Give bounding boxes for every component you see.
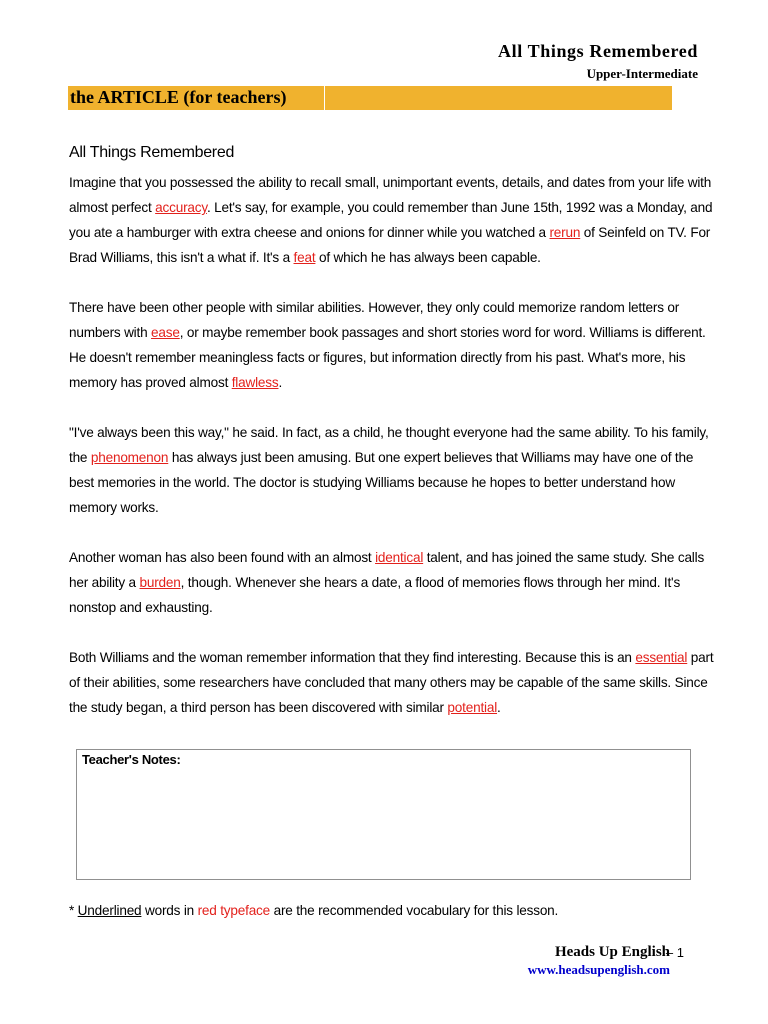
section-heading-bar <box>68 86 672 110</box>
paragraph-line <box>69 245 729 270</box>
paragraph-text: of Seinfeld on TV. For <box>580 225 711 240</box>
vocab-word: potential <box>447 700 498 715</box>
footnote-text-end: are the recommended vocabulary for this lesson. <box>270 903 559 918</box>
vocab-word: phenomenon <box>90 450 169 465</box>
paragraph-line <box>69 570 729 595</box>
article-paragraph <box>69 170 729 270</box>
paragraph-text: you ate a hamburger with extra cheese and onions for dinner while you watched a <box>69 225 550 240</box>
bar-divider <box>324 86 325 110</box>
article-paragraph <box>69 545 729 620</box>
paragraph-text: nonstop and exhausting. <box>69 600 213 615</box>
paragraph-line <box>69 295 729 320</box>
page-number: – 1 <box>665 945 684 960</box>
article-title: All Things Remembered <box>69 144 235 161</box>
paragraph-text: "I've always been this way," he said. In fact, as a child, he thought everyone had the same ability. To his family, <box>69 425 709 440</box>
paragraph-text: talent, and has joined the same study. She calls <box>423 550 705 565</box>
footer-brand: Heads Up English <box>554 944 670 960</box>
paragraph-text: the study began, a third person has been discovered with similar <box>69 700 448 715</box>
paragraph-text: , though. Whenever she hears a date, a flood of memories flows through her mind. It's <box>180 575 681 590</box>
vocab-word: rerun <box>549 225 581 240</box>
article-paragraph <box>69 645 729 720</box>
paragraph-text: the <box>69 450 91 465</box>
paragraph-line <box>69 545 729 570</box>
paragraph-text: Another woman has also been found with an almost <box>69 550 376 565</box>
paragraph-text: There have been other people with similar abilities. However, they only could memorize random letters or <box>69 300 680 315</box>
paragraph-text: of their abilities, some researchers have concluded that many others may be capable of the same skills. Since <box>69 675 708 690</box>
paragraph-text: . <box>278 375 283 390</box>
vocab-word: burden <box>139 575 181 590</box>
paragraph-text: of which he has always been capable. <box>315 250 541 265</box>
vocab-word: flawless <box>231 375 279 390</box>
paragraph-line <box>69 595 729 620</box>
paragraph-text: memory has proved almost <box>69 375 232 390</box>
level-label: Upper-Intermediate <box>586 66 698 81</box>
paragraph-line <box>69 695 729 720</box>
article-paragraph <box>69 295 729 395</box>
paragraph-text: . <box>497 700 501 715</box>
footer-url-link[interactable]: www.headsupenglish.com <box>527 962 670 977</box>
paragraph-text: numbers with <box>69 325 152 340</box>
paragraph-line <box>69 420 729 445</box>
paragraph-line <box>69 495 729 520</box>
footnote-red-word: red typeface <box>197 903 271 918</box>
paragraph-line <box>69 670 729 695</box>
paragraph-line <box>69 445 729 470</box>
paragraph-line <box>69 345 729 370</box>
vocab-word: accuracy <box>155 200 207 215</box>
vocab-word: essential <box>635 650 688 665</box>
paragraph-text: , or maybe remember book passages and short stories word for word. Williams is different. <box>179 325 706 340</box>
vocab-word: feat <box>293 250 316 265</box>
vocab-word: identical <box>375 550 424 565</box>
paragraph-line <box>69 195 729 220</box>
paragraph-text: Both Williams and the woman remember information that they find interesting. Because this is an <box>69 650 636 665</box>
paragraph-line <box>69 320 729 345</box>
section-heading: the ARTICLE (for teachers) <box>70 87 287 107</box>
document-title: All Things Remembered <box>498 41 698 61</box>
paragraph-text: . Let's say, for example, you could remember than June 15th, 1992 was a Monday, and <box>206 200 713 215</box>
vocab-word: ease <box>151 325 180 340</box>
paragraph-text: her ability a <box>69 575 140 590</box>
footnote-star: * <box>69 903 78 918</box>
paragraph-text: Imagine that you possessed the ability to recall small, unimportant events, details, and dates from your life with <box>69 175 712 190</box>
paragraph-text: part <box>687 650 714 665</box>
paragraph-line <box>69 220 729 245</box>
article-paragraph <box>69 420 729 520</box>
paragraph-text: has always just been amusing. But one expert believes that Williams may have one of the <box>168 450 694 465</box>
teachers-notes-label: Teacher's Notes: <box>82 752 181 767</box>
paragraph-text: best memories in the world. The doctor is studying Williams because he hopes to better understand how <box>69 475 675 490</box>
teachers-notes-box[interactable] <box>76 749 691 880</box>
paragraph-text: Brad Williams, this isn't a what if. It's a <box>69 250 294 265</box>
footnote-underlined-word: Underlined <box>77 903 142 918</box>
paragraph-line <box>69 370 729 395</box>
paragraph-text: memory works. <box>69 500 159 515</box>
vocabulary-footnote <box>69 903 558 918</box>
footnote-text: words in <box>141 903 198 918</box>
paragraph-text: He doesn't remember meaningless facts or figures, but information directly from his past. What's more, his <box>69 350 686 365</box>
paragraph-line <box>69 170 729 195</box>
paragraph-line <box>69 645 729 670</box>
paragraph-text: almost perfect <box>69 200 156 215</box>
paragraph-line <box>69 470 729 495</box>
